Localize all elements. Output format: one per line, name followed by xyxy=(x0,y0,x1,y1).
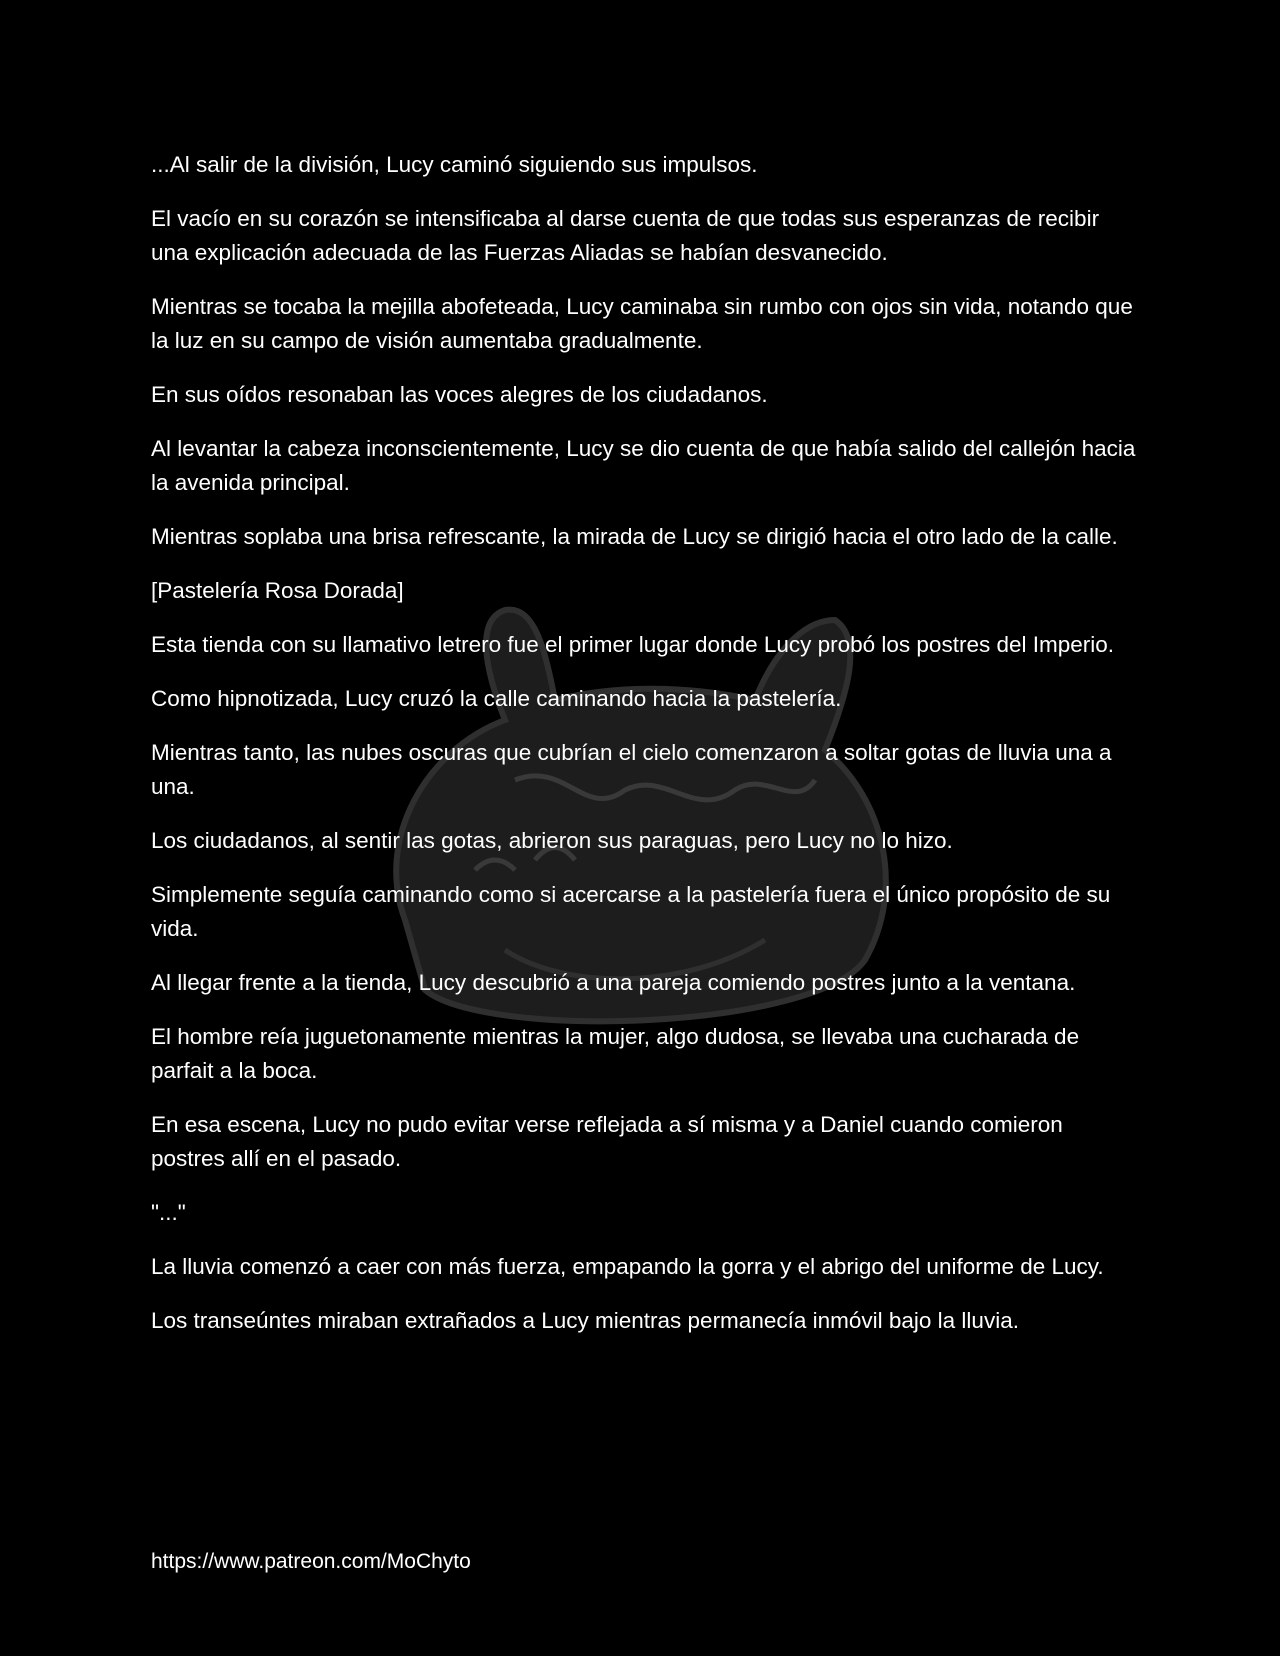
paragraph: Al llegar frente a la tienda, Lucy descubrió a una pareja comiendo postres junto a la ventana. xyxy=(151,970,1076,995)
paragraph: [Pastelería Rosa Dorada] xyxy=(151,578,404,603)
paragraph: ...Al salir de la división, Lucy caminó siguiendo sus impulsos. xyxy=(151,152,758,177)
paragraph: El vacío en su corazón se intensificaba al darse cuenta de que todas sus esperanzas de recibir una explicación adecuada de las Fuerzas Aliadas se habían desvanecido. xyxy=(151,206,1100,265)
paragraph: Al levantar la cabeza inconscientemente, Lucy se dio cuenta de que había salido del callejón hacia la avenida principal. xyxy=(151,436,1136,495)
paragraph: Mientras soplaba una brisa refrescante, la mirada de Lucy se dirigió hacia el otro lado de la calle. xyxy=(151,524,1118,549)
patreon-link[interactable]: https://www.patreon.com/MoChyto xyxy=(151,1550,471,1573)
paragraph: Mientras se tocaba la mejilla abofeteada, Lucy caminaba sin rumbo con ojos sin vida, notando que la luz en su campo de visión aumentaba gradualmente. xyxy=(151,294,1133,353)
paragraph: Mientras tanto, las nubes oscuras que cubrían el cielo comenzaron a soltar gotas de lluvia una a una. xyxy=(151,740,1112,799)
paragraph: Los transeúntes miraban extrañados a Lucy mientras permanecía inmóvil bajo la lluvia. xyxy=(151,1308,1019,1333)
paragraph: Como hipnotizada, Lucy cruzó la calle caminando hacia la pastelería. xyxy=(151,686,842,711)
paragraph: La lluvia comenzó a caer con más fuerza, empapando la gorra y el abrigo del uniforme de Lucy. xyxy=(151,1254,1104,1279)
paragraph: En sus oídos resonaban las voces alegres de los ciudadanos. xyxy=(151,382,768,407)
paragraph: "..." xyxy=(151,1200,186,1225)
paragraph: El hombre reía juguetonamente mientras la mujer, algo dudosa, se llevaba una cucharada de parfait a la boca. xyxy=(151,1024,1080,1083)
paragraph: Esta tienda con su llamativo letrero fue el primer lugar donde Lucy probó los postres del Imperio. xyxy=(151,632,1115,657)
paragraph: Los ciudadanos, al sentir las gotas, abrieron sus paraguas, pero Lucy no lo hizo. xyxy=(151,828,953,853)
story-text xyxy=(151,148,1141,1358)
paragraph: Simplemente seguía caminando como si acercarse a la pastelería fuera el único propósito de su vida. xyxy=(151,882,1111,941)
paragraph: En esa escena, Lucy no pudo evitar verse reflejada a sí misma y a Daniel cuando comieron postres allí en el pasado. xyxy=(151,1112,1063,1171)
